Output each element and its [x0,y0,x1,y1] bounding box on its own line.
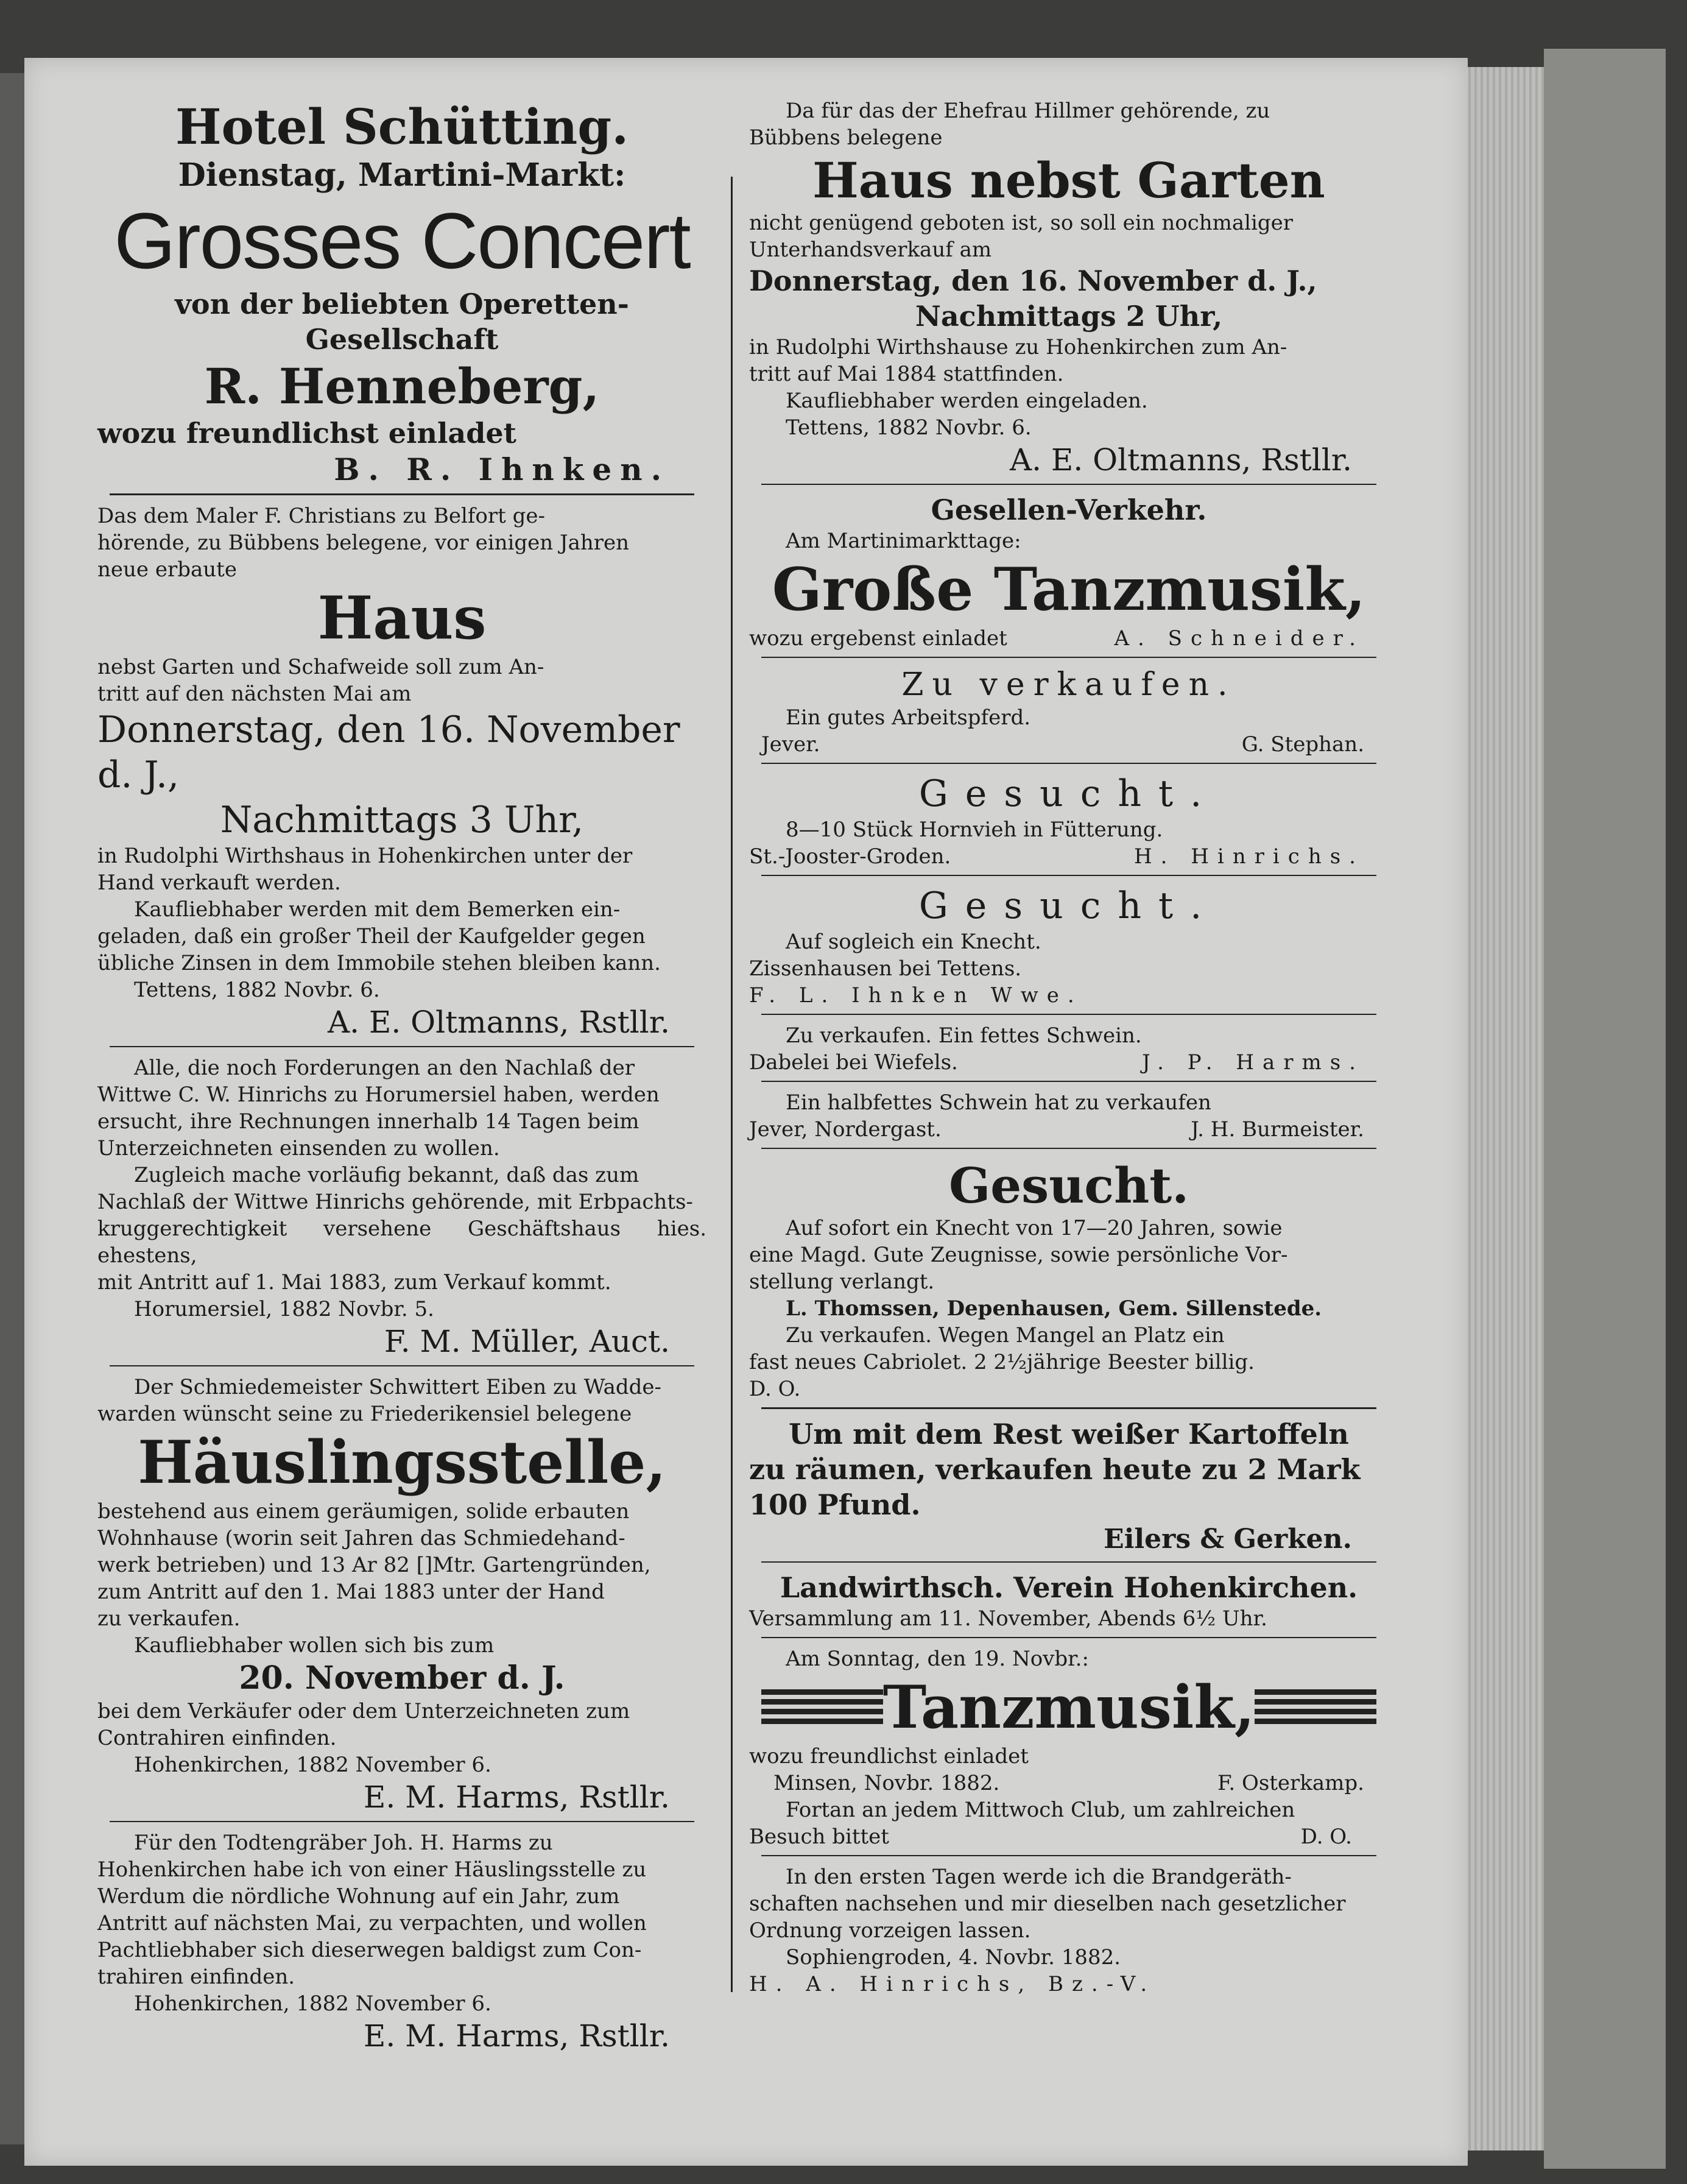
haus-signature: A. E. Oltmanns, Rstllr. [327,1005,670,1040]
signature: F. L. Ihnken Wwe. [749,983,1083,1008]
text-line: Ein halbfettes Schwein hat zu verkaufen [786,1090,1211,1115]
text-line: Bübbens belegene [749,125,943,150]
rule [761,1148,1376,1149]
verkaufen-schwein-ad [749,1022,1389,1076]
haus-headline: Haus [317,584,487,652]
text-line: in Rudolphi Wirthshause zu Hohenkirchen zum An- [749,335,1287,359]
text-line: Pachtliebhaber sich dieserwegen baldigst zum Con- [97,1938,642,1962]
text-line: Zugleich mache vorläufig bekannt, daß das zum [134,1163,639,1187]
text-line: Unterzeichneten einsenden zu wollen. [97,1136,500,1161]
text-line: Werdum die nördliche Wohnung auf ein Jahr, zum [97,1884,620,1909]
text-line: hörende, zu Bübbens belegene, vor einigen Jahren [97,531,630,555]
gesucht-knecht-magd-ad [749,1156,1389,1402]
tanzmusik-banner [749,1672,1389,1743]
text-line: Sophiengroden, 4. Novbr. 1882. [786,1945,1121,1970]
ornament-bars-left [761,1689,883,1726]
text-line: Da für das der Ehefrau Hillmer gehörende, zu [786,99,1270,123]
rule [110,493,694,495]
signature: H. A. Hinrichs, Bz.-V. [749,1972,1156,1996]
initials: D. O. [1300,1825,1352,1849]
rule [761,1014,1376,1015]
hillmer-headline: Haus nebst Garten [812,152,1325,209]
text-line: in Rudolphi Wirthshaus in Hohenkirchen unter der [97,844,633,868]
signature: J. P. Harms. [1142,1050,1364,1075]
text-line: schaften nachsehen und mir dieselben nach gesetzlicher [749,1892,1346,1916]
text-line: wozu freundlichst einladet [749,1744,1029,1769]
haeuslingsstelle-ad [97,1374,706,1816]
hotel-subtitle: Dienstag, Martini-Markt: [178,157,626,194]
invite-row [749,625,1389,652]
hillmer-signature: A. E. Oltmanns, Rstllr. [1009,442,1352,478]
text-line: warden wünscht seine zu Friederikensiel belegene [97,1402,632,1426]
text-line: stellung verlangt. [749,1270,935,1294]
concert-headline: Grosses Concert [114,196,690,285]
text-line: Tettens, 1882 Novbr. 6. [134,978,380,1002]
signature: Eilers & Gerken. [1104,1524,1352,1555]
text-line: 100 Pfund. [749,1488,921,1521]
text-line: Besuch bittet [749,1825,889,1849]
text-line: zu räumen, verkaufen heute zu 2 Mark [749,1453,1361,1486]
rule [761,1081,1376,1082]
text-line: tritt auf Mai 1884 stattfinden. [749,362,1064,386]
gesucht-title: Gesucht. [948,1157,1189,1214]
text-line: übliche Zinsen in dem Immobile stehen bleiben kann. [97,951,661,975]
signature: G. Stephan. [1241,732,1364,757]
place: Jever. [761,732,820,757]
verkaufen-title: Zu verkaufen. [901,666,1236,703]
text-line: Nachlaß der Wittwe Hinrichs gehörende, mit Erbpachts- [97,1190,693,1214]
rule [761,763,1376,764]
text-line: Das dem Maler F. Christians zu Belfort ge- [97,504,545,528]
text-line: tritt auf den nächsten Mai am [97,682,412,706]
hillmer-time: Nachmittags 2 Uhr, [915,300,1223,333]
sign-row [749,1770,1389,1797]
gesucht-title: Gesucht. [918,772,1219,815]
verkaufen-halbfett-ad [749,1089,1389,1143]
verein-title: Landwirthsch. Verein Hohenkirchen. [780,1571,1358,1604]
text-line: nebst Garten und Schafweide soll zum An- [97,655,544,679]
book-cover-right [1544,49,1666,2169]
place: Jever, Nordergast. [749,1117,942,1142]
zu-verkaufen-pferd-ad [749,665,1389,758]
text-line: Hand verkauft werden. [97,871,341,895]
text-line: ersucht, ihre Rechnungen innerhalb 14 Tagen beim [97,1109,639,1134]
gesucht-knecht-ad [749,883,1389,1009]
text-line: Wohnhause (worin seit Jahren das Schmiedehand- [97,1526,625,1550]
hotel-title: Hotel Schütting. [175,98,629,155]
rule [761,1407,1376,1409]
text-line: Zu verkaufen. Wegen Mangel an Platz ein [786,1323,1225,1348]
text-line: Fortan an jedem Mittwoch Club, um zahlreichen [786,1798,1295,1822]
tanzmusik-headline: Tanzmusik, [882,1673,1255,1742]
signature-line: L. Thomssen, Depenhausen, Gem. Sillenstede. [786,1296,1322,1321]
rule [761,875,1376,876]
nachlass-signature: F. M. Müller, Auct. [384,1324,670,1359]
text-line: Am Sonntag, den 19. Novbr.: [786,1647,1089,1671]
text-line: Kaufliebhaber wollen sich bis zum [134,1633,495,1658]
text-line: Alle, die noch Forderungen an den Nachlaß der [134,1056,635,1080]
hotel-signature: B. R. Ihnken. [334,451,670,487]
text-line: Horumersiel, 1882 Novbr. 5. [134,1297,434,1321]
text-line: bei dem Verkäufer oder dem Unterzeichneten zum [97,1699,630,1723]
haeuslings-signature: E. M. Harms, Rstllr. [363,1779,670,1815]
text-line: Kaufliebhaber werden eingeladen. [786,389,1148,413]
text-line: Zissenhausen bei Tettens. [749,956,1022,981]
ornament-bars-right [1255,1689,1376,1726]
text-line: Hohenkirchen habe ich von einer Häuslingsstelle zu [97,1857,647,1882]
invite-text: wozu ergebenst einladet [749,626,1007,651]
hotel-concert-ad [97,97,706,489]
nachlass-notice [97,1055,706,1360]
text-line: geladen, daß ein großer Theil der Kaufgelder gegen [97,924,646,949]
place: St.-Jooster-Groden. [749,844,951,869]
gesucht-hornvieh-ad [749,771,1389,870]
text-line: Der Schmiedemeister Schwittert Eiben zu Wadde- [134,1375,662,1399]
text-line: Für den Todtengräber Joh. H. Harms zu [134,1831,553,1855]
gesellen-title: Gesellen-Verkehr. [931,493,1207,526]
sonntag-tanzmusik-ad [749,1645,1389,1850]
todtengraeber-signature: E. M. Harms, Rstllr. [363,2018,670,2054]
left-column [97,97,706,2055]
text-line: zum Antritt auf den 1. Mai 1883 unter der Hand [97,1580,605,1604]
concert-invite: wozu freundlichst einladet [97,417,516,450]
text-line: Am Martinimarkttage: [786,529,1021,553]
text-line: Tettens, 1882 Novbr. 6. [786,415,1032,440]
text-line: trahiren einfinden. [97,1965,295,1989]
text-line: 8—10 Stück Hornvieh in Fütterung. [786,818,1163,842]
text-line: zu verkaufen. [97,1606,241,1631]
text-line: Wittwe C. W. Hinrichs zu Horumersiel haben, werden [97,1083,660,1107]
rule [110,1365,694,1366]
sign-row [749,731,1389,758]
text-line: eine Magd. Gute Zeugnisse, sowie persönliche Vor- [749,1243,1288,1267]
text-line: bestehend aus einem geräumigen, solide erbauten [97,1499,630,1524]
rule [761,1637,1376,1638]
text-line: Contrahiren einfinden. [97,1726,337,1750]
sign-row [749,843,1389,870]
rule [110,1046,694,1047]
company-name: R. Henneberg, [204,358,600,415]
tanzmusik-headline: Große Tanzmusik, [772,555,1366,624]
text-line: Hohenkirchen, 1882 November 6. [134,1753,491,1777]
text-line: kruggerechtigkeit versehene Geschäftshaus hies. ehestens, [97,1217,706,1268]
text-line: Ein gutes Arbeitspferd. [786,705,1031,730]
hillmer-haus-ad [749,97,1389,479]
brandgeraeth-notice [749,1864,1389,1998]
text-line: fast neues Cabriolet. 2 2½jährige Beester billig. [749,1350,1255,1374]
text-line: Auf sogleich ein Knecht. [786,930,1041,954]
deadline-date: 20. November d. J. [239,1659,565,1697]
todtengraeber-notice [97,1829,706,2055]
place: Minsen, Novbr. 1882. [773,1771,1000,1795]
text-line: Kaufliebhaber werden mit dem Bemerken ein- [134,897,621,922]
auction-date: Donnerstag, den 16. November d. J., [97,709,680,796]
rule [110,1821,694,1822]
rule [761,1561,1376,1563]
signature: F. Osterkamp. [1217,1771,1364,1795]
rule [761,657,1376,658]
sign-row [749,1049,1389,1076]
gesellen-signature: A. Schneider. [1114,626,1364,651]
text-line: Versammlung am 11. November, Abends 6½ Uhr. [749,1606,1267,1631]
landwirth-verein-ad [749,1570,1389,1632]
text-line: Auf sofort ein Knecht von 17—20 Jahren, sowie [786,1216,1283,1240]
text-line: Hohenkirchen, 1882 November 6. [134,1991,491,2016]
text-line: Unterhandsverkauf am [749,238,992,262]
place: Dabelei bei Wiefels. [749,1050,958,1075]
column-divider [731,177,733,1992]
text-line: Zu verkaufen. Ein fettes Schwein. [786,1023,1142,1048]
text-line: Um mit dem Rest weißer Kartoffeln [789,1418,1349,1451]
right-column [749,97,1389,1998]
signature: H. Hinrichs. [1133,844,1364,869]
auction-time: Nachmittags 3 Uhr, [220,799,584,841]
kartoffeln-ad [749,1416,1389,1557]
text-line: Antritt auf nächsten Mai, zu verpachten, und wollen [97,1911,647,1935]
concert-by: von der beliebten Operetten-Gesellschaft [175,288,629,356]
signature: J. H. Burmeister. [1191,1117,1364,1142]
gesucht-title: Gesucht. [918,885,1219,927]
text-line: mit Antritt auf 1. Mai 1883, zum Verkauf kommt. [97,1270,611,1295]
book-spine-left [0,73,26,2144]
haus-ad [97,503,706,1041]
text-line: In den ersten Tagen werde ich die Brandgeräth- [786,1865,1292,1889]
text-line: Ordnung vorzeigen lassen. [749,1918,1031,1943]
sign-row [749,1116,1389,1143]
rule [761,484,1376,485]
text-line: neue erbaute [97,557,237,582]
initials: D. O. [749,1377,801,1401]
text-line: werk betrieben) und 13 Ar 82 []Mtr. Gartengründen, [97,1553,651,1577]
hillmer-date: Donnerstag, den 16. November d. J., [749,264,1317,297]
haeuslings-headline: Häuslingsstelle, [138,1428,666,1497]
rule [761,1855,1376,1856]
text-line: nicht genügend geboten ist, so soll ein nochmaliger [749,211,1294,235]
gesellen-verkehr-ad [749,492,1389,652]
sign-row [749,1823,1389,1850]
